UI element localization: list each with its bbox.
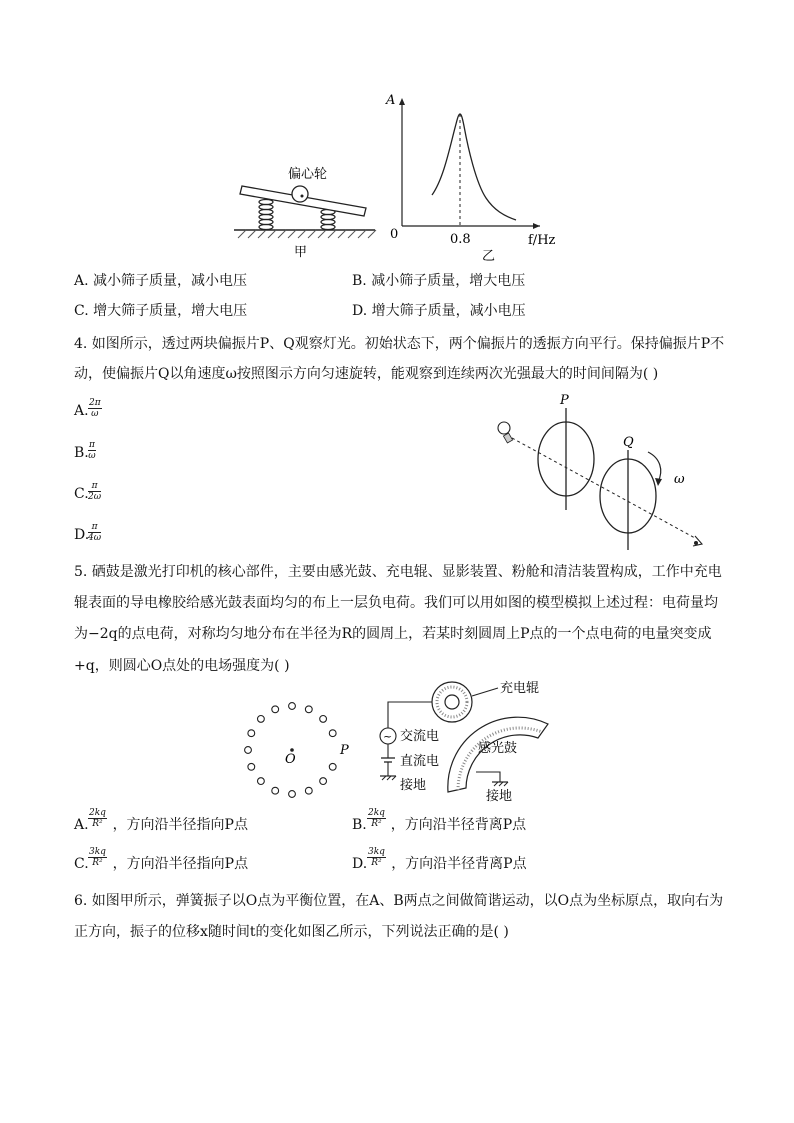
- option-text: ，方向沿半径指向P点: [112, 817, 248, 833]
- point-charge: [305, 706, 312, 713]
- point-charge: [320, 778, 327, 785]
- q4-option-a: A.: [74, 403, 89, 419]
- resonance-curve: [432, 114, 516, 220]
- spring-left: [259, 200, 273, 230]
- q3-option-b: [352, 271, 525, 291]
- q6-stem-line-1: 6. 如图甲所示，弹簧振子以O点为平衡位置，在A、B两点之间做简谐运动，以O点为坐标原点，取向右为: [74, 893, 724, 909]
- q5-stem-line-1: 5. 硒鼓是激光打印机的核心部件，主要由感光鼓、充电辊、显影装置、粉舱和清洁装置构成，工作中充电: [74, 564, 722, 580]
- q6-stem-line-2: 正方向，振子的位移x随时间t的变化如图乙所示，下列说法正确的是( ): [74, 924, 509, 940]
- point-charge: [248, 763, 255, 770]
- option-text: ，方向沿半径指向P点: [112, 856, 249, 872]
- q4-option-c: C.: [74, 486, 89, 502]
- figure-toner-cartridge: [372, 676, 557, 806]
- point-charge: [272, 706, 279, 713]
- option-text: 增大筛子质量，增大电压: [93, 303, 248, 319]
- label-charge-roller: 充电辊: [500, 681, 540, 696]
- figure-charge-ring: [236, 694, 356, 804]
- lamp-icon: [498, 422, 513, 443]
- point-charge: [289, 791, 296, 798]
- figure-jia: [230, 150, 380, 260]
- eccentric-wheel: [292, 186, 308, 202]
- point-charge: [305, 787, 312, 794]
- figure-polarizers: [490, 388, 715, 558]
- q5-option-a-fraction: $\frac{2kq}{\text{R²}}$: [89, 808, 106, 829]
- q5-option-d-fraction: $\frac{3kq}{\text{R²}}$: [368, 847, 385, 868]
- q5-stem-line-2: 辊表面的导电橡胶给感光鼓表面均匀的布上一层负电荷。我们可以用如图的模型模拟上述过程：电荷量均: [74, 595, 718, 611]
- option-text: ，方向沿半径背离P点: [391, 856, 527, 872]
- option-text: ，方向沿半径背离P点: [390, 817, 527, 833]
- label-dc: 直流电: [400, 754, 440, 769]
- q4-option-d: D.: [74, 527, 90, 543]
- roller-leader: [472, 688, 498, 696]
- y-axis-label: A: [386, 93, 396, 108]
- point-charge: [248, 730, 255, 737]
- q5-option-c: C. ，方向沿半径指向P点: [74, 856, 249, 872]
- origin-label: 0: [390, 227, 399, 242]
- figure-yi-resonance-curve: [380, 88, 570, 263]
- label-omega: ω: [674, 472, 685, 487]
- point-charge: [329, 763, 336, 770]
- q5-option-b-fraction: $\frac{2kq}{\text{R²}}$: [368, 808, 385, 829]
- option-text: 减小筛子质量，增大电压: [371, 273, 526, 289]
- option-letter: A.: [74, 273, 89, 289]
- label-ground-2: 接地: [486, 789, 513, 804]
- label-drum: 感光鼓: [478, 741, 518, 756]
- svg-text:~: ~: [383, 730, 393, 743]
- q4-option-b: B.: [74, 445, 89, 461]
- caption-jia: 甲: [294, 245, 308, 260]
- point-charge: [245, 747, 252, 754]
- label-o: O: [285, 752, 296, 767]
- light-path: [512, 438, 695, 538]
- point-charge: [258, 778, 265, 785]
- wheel-label: 偏心轮: [288, 167, 328, 182]
- option-letter: B.: [352, 273, 367, 289]
- option-text: 减小筛子质量，减小电压: [93, 273, 248, 289]
- q5-stem-line-3: 为−2q的点电荷，对称均匀地分布在半径为R的圆周上，若某时刻圆周上P点的一个点电荷的电量突变成: [74, 626, 712, 642]
- rotation-arrow: [648, 452, 661, 482]
- x-axis-label: f/Hz: [528, 233, 556, 248]
- q3-option-c: [74, 301, 247, 321]
- q5-option-c-fraction: $\frac{3kq}{\text{R²}}$: [89, 847, 106, 868]
- q3-option-a: [74, 271, 247, 291]
- caption-yi: 乙: [482, 249, 496, 263]
- ground-hatching: [238, 230, 376, 238]
- label-ground-1: 接地: [400, 778, 427, 793]
- q5-option-b: B. ，方向沿半径背离P点: [352, 817, 527, 833]
- peak-tick-label: 0.8: [450, 232, 471, 247]
- q5-stem-line-4: +q，则圆心O点处的电场强度为( ): [74, 658, 290, 674]
- q5-option-a: A. ，方向沿半径指向P点: [74, 817, 248, 833]
- option-text: 增大筛子质量，减小电压: [371, 303, 526, 319]
- option-letter: C.: [74, 303, 89, 319]
- option-letter: D.: [352, 303, 368, 319]
- label-p: P: [560, 393, 569, 408]
- q4-option-b-fraction: $\frac{\pi}{\omega}$: [88, 440, 96, 461]
- label-p-charge: P: [340, 743, 349, 758]
- point-charge: [329, 730, 336, 737]
- q5-option-d: D. ，方向沿半径背离P点: [352, 856, 527, 872]
- q4-option-d-fraction: $\frac{\pi}{4\omega}$: [88, 522, 102, 543]
- circuit-wire: [388, 702, 432, 728]
- q4-option-a-fraction: $\frac{2\pi}{\omega}$: [89, 398, 101, 419]
- q4-option-c-fraction: $\frac{\pi}{2\omega}$: [88, 481, 102, 502]
- label-q: Q: [623, 435, 634, 450]
- q4-stem-line-1: 4. 如图所示，透过两块偏振片P、Q观察灯光。初始状态下，两个偏振片的透振方向平行。保持偏振片P不: [74, 336, 725, 352]
- point-charge: [320, 716, 327, 723]
- q3-option-d: [352, 301, 526, 321]
- q4-stem-line-2: 动，使偏振片Q以角速度ω按照图示方向匀速旋转，能观察到连续两次光强最大的时间间隔为( ): [74, 366, 659, 382]
- spring-right: [321, 210, 335, 230]
- eye-icon: [693, 536, 702, 546]
- point-charge: [272, 787, 279, 794]
- point-charge: [258, 716, 265, 723]
- point-charge: [289, 703, 296, 710]
- label-ac: 交流电: [400, 729, 440, 744]
